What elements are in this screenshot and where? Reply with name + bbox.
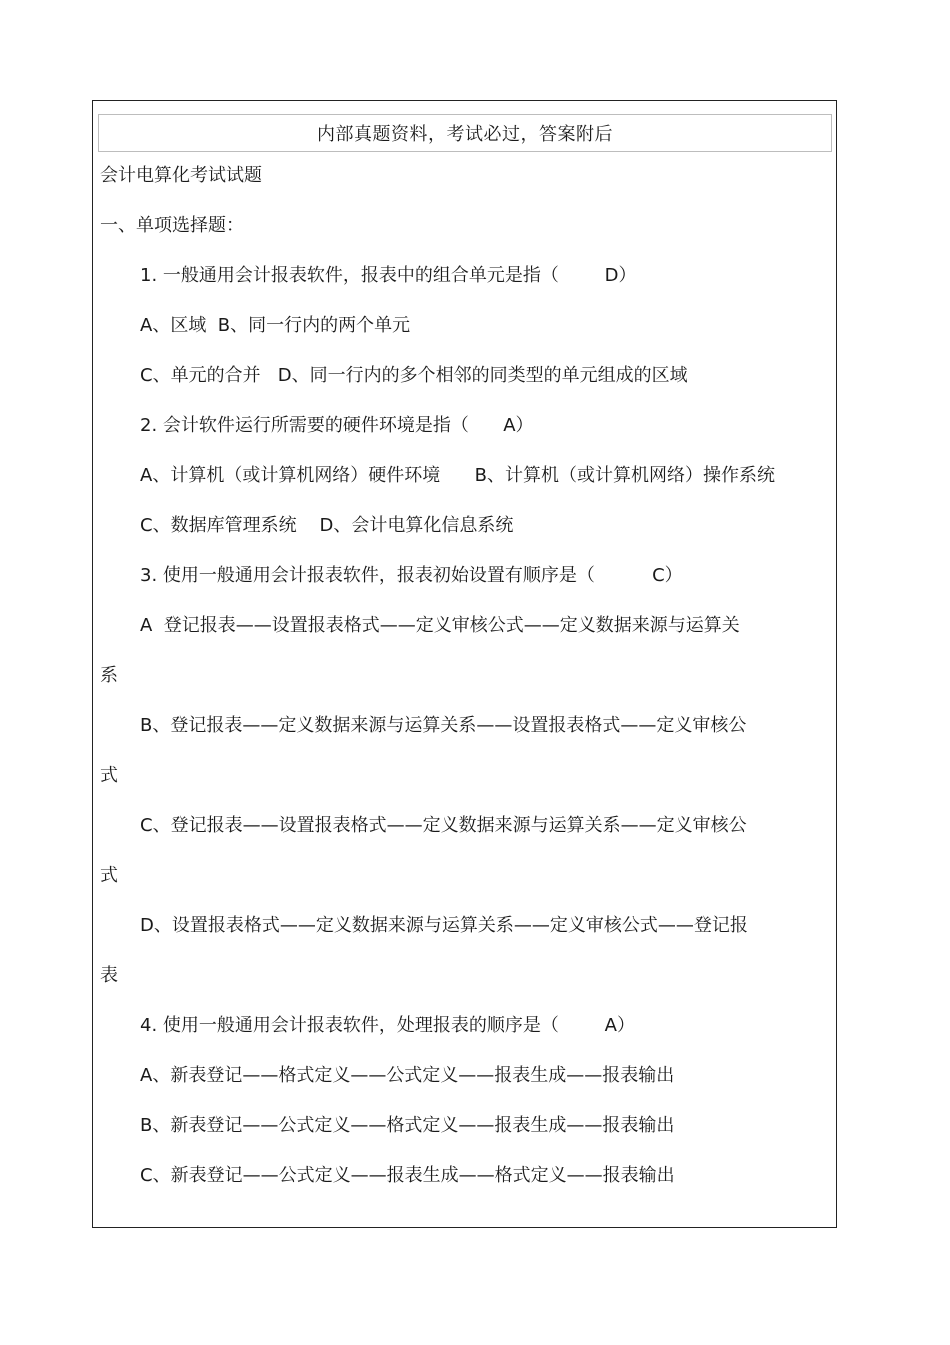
question-1-stem: 1. 一般通用会计报表软件，报表中的组合单元是指（ D） [140, 265, 637, 286]
question-2-options-ab: A、计算机（或计算机网络）硬件环境 B、计算机（或计算机网络）操作系统 [140, 465, 775, 486]
question-1-options-ab: A、区域 B、同一行内的两个单元 [140, 315, 411, 336]
question-2-options-cd: C、数据库管理系统 D、会计电算化信息系统 [140, 515, 514, 536]
question-3-option-b-wrap: 式 [100, 765, 118, 786]
question-4-option-c: C、新表登记——公式定义——报表生成——格式定义——报表输出 [140, 1165, 675, 1186]
section-heading: 一、单项选择题： [100, 215, 244, 236]
doc-title: 会计电算化考试试题 [100, 165, 262, 186]
question-4-option-b: B、新表登记——公式定义——格式定义——报表生成——报表输出 [140, 1115, 675, 1136]
header-text: 内部真题资料，考试必过，答案附后 [317, 124, 613, 145]
question-3-stem: 3. 使用一般通用会计报表软件，报表初始设置有顺序是（ C） [140, 565, 683, 586]
question-3-option-b: B、登记报表——定义数据来源与运算关系——设置报表格式——定义审核公 [140, 715, 747, 736]
header-banner [98, 114, 832, 152]
question-3-option-d-wrap: 表 [100, 965, 118, 986]
question-3-option-a: A 登记报表——设置报表格式——定义审核公式——定义数据来源与运算关 [140, 615, 740, 636]
question-2-stem: 2. 会计软件运行所需要的硬件环境是指（ A） [140, 415, 534, 436]
question-3-option-c: C、登记报表——设置报表格式——定义数据来源与运算关系——定义审核公 [140, 815, 747, 836]
question-4-option-a: A、新表登记——格式定义——公式定义——报表生成——报表输出 [140, 1065, 675, 1086]
question-3-option-a-wrap: 系 [100, 665, 118, 686]
question-4-stem: 4. 使用一般通用会计报表软件，处理报表的顺序是（ A） [140, 1015, 635, 1036]
question-3-option-d: D、设置报表格式——定义数据来源与运算关系——定义审核公式——登记报 [140, 915, 748, 936]
question-1-options-cd: C、单元的合并 D、同一行内的多个相邻的同类型的单元组成的区域 [140, 365, 688, 386]
question-3-option-c-wrap: 式 [100, 865, 118, 886]
